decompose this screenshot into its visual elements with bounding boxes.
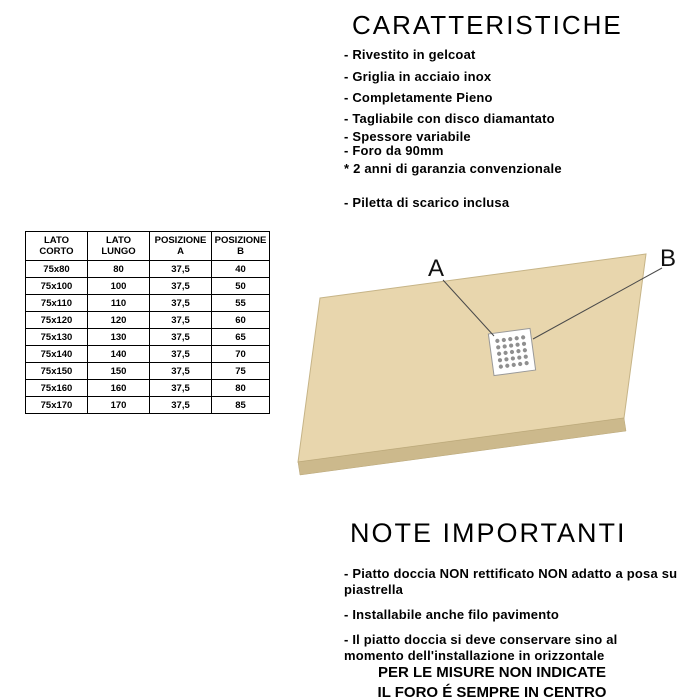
table-cell: 85 xyxy=(212,397,270,414)
table-cell: 37,5 xyxy=(150,261,212,278)
caratteristiche-item: - Griglia in acciaio inox xyxy=(344,69,492,84)
table-cell: 75x140 xyxy=(26,346,88,363)
table-row xyxy=(26,261,270,278)
table-row xyxy=(26,363,270,380)
table-header-cell: POSIZIONE A xyxy=(150,232,212,261)
table-cell: 120 xyxy=(88,312,150,329)
table-cell: 37,5 xyxy=(150,329,212,346)
note-importanti-list xyxy=(344,566,680,673)
table-cell: 37,5 xyxy=(150,295,212,312)
table-row xyxy=(26,397,270,414)
table-header-row xyxy=(26,232,270,261)
table-cell: 100 xyxy=(88,278,150,295)
table-cell: 70 xyxy=(212,346,270,363)
table-cell: 65 xyxy=(212,329,270,346)
table-cell: 130 xyxy=(88,329,150,346)
table-row xyxy=(26,278,270,295)
table-cell: 37,5 xyxy=(150,312,212,329)
table-cell: 80 xyxy=(88,261,150,278)
table-cell: 75x120 xyxy=(26,312,88,329)
table-header-cell: LATO CORTO xyxy=(26,232,88,261)
footer-note-line: PER LE MISURE NON INDICATE xyxy=(377,664,607,681)
table-cell: 75x170 xyxy=(26,397,88,414)
note-item: - Piatto doccia NON rettificato NON adatto a posa su piastrella xyxy=(344,566,678,597)
footer-note xyxy=(332,663,652,700)
note-importanti-title: NOTE IMPORTANTI xyxy=(350,518,627,548)
note-item: - Installabile anche filo pavimento xyxy=(344,607,560,622)
table-cell: 50 xyxy=(212,278,270,295)
caratteristiche-list xyxy=(344,48,684,218)
drain-grate xyxy=(488,328,535,375)
table-cell: 37,5 xyxy=(150,278,212,295)
caratteristiche-item: - Tagliabile con disco diamantato xyxy=(344,111,555,126)
caratteristiche-item: - Completamente Pieno xyxy=(344,90,493,105)
table-cell: 37,5 xyxy=(150,363,212,380)
caratteristiche-item: - Rivestito in gelcoat xyxy=(344,47,476,62)
table-cell: 110 xyxy=(88,295,150,312)
table-cell: 80 xyxy=(212,380,270,397)
table-row xyxy=(26,312,270,329)
label-b: B xyxy=(660,245,677,272)
table-row xyxy=(26,346,270,363)
table-cell: 140 xyxy=(88,346,150,363)
table-cell: 75x110 xyxy=(26,295,88,312)
table-row xyxy=(26,380,270,397)
table-cell: 75x100 xyxy=(26,278,88,295)
table-cell: 170 xyxy=(88,397,150,414)
footer-note-line: IL FORO É SEMPRE IN CENTRO xyxy=(377,683,607,700)
caratteristiche-item: * 2 anni di garanzia convenzionale xyxy=(344,161,562,176)
table-cell: 37,5 xyxy=(150,346,212,363)
table-cell: 75x150 xyxy=(26,363,88,380)
product-diagram xyxy=(290,238,690,488)
note-item: - Il piatto doccia si deve conservare sino al momento dell'installazione in orizzontale xyxy=(344,632,618,663)
label-a: A xyxy=(428,255,445,282)
table-header-cell: LATO LUNGO xyxy=(88,232,150,261)
table-cell: 75x130 xyxy=(26,329,88,346)
caratteristiche-item: - Piletta di scarico inclusa xyxy=(344,195,510,210)
shower-tray-illustration xyxy=(290,238,690,488)
table-cell: 75x160 xyxy=(26,380,88,397)
table-header-cell: POSIZIONE B xyxy=(212,232,270,261)
table-cell: 150 xyxy=(88,363,150,380)
caratteristiche-title: CARATTERISTICHE xyxy=(352,10,623,40)
table-cell: 40 xyxy=(212,261,270,278)
table-cell: 160 xyxy=(88,380,150,397)
table-cell: 37,5 xyxy=(150,380,212,397)
table-cell: 60 xyxy=(212,312,270,329)
table-cell: 55 xyxy=(212,295,270,312)
table-cell: 75x80 xyxy=(26,261,88,278)
table-cell: 37,5 xyxy=(150,397,212,414)
caratteristiche-item: - Spessore variabile xyxy=(344,129,471,144)
table-row xyxy=(26,295,270,312)
table-cell: 75 xyxy=(212,363,270,380)
table-row xyxy=(26,329,270,346)
caratteristiche-item: - Foro da 90mm xyxy=(344,143,444,158)
size-table xyxy=(25,231,270,414)
